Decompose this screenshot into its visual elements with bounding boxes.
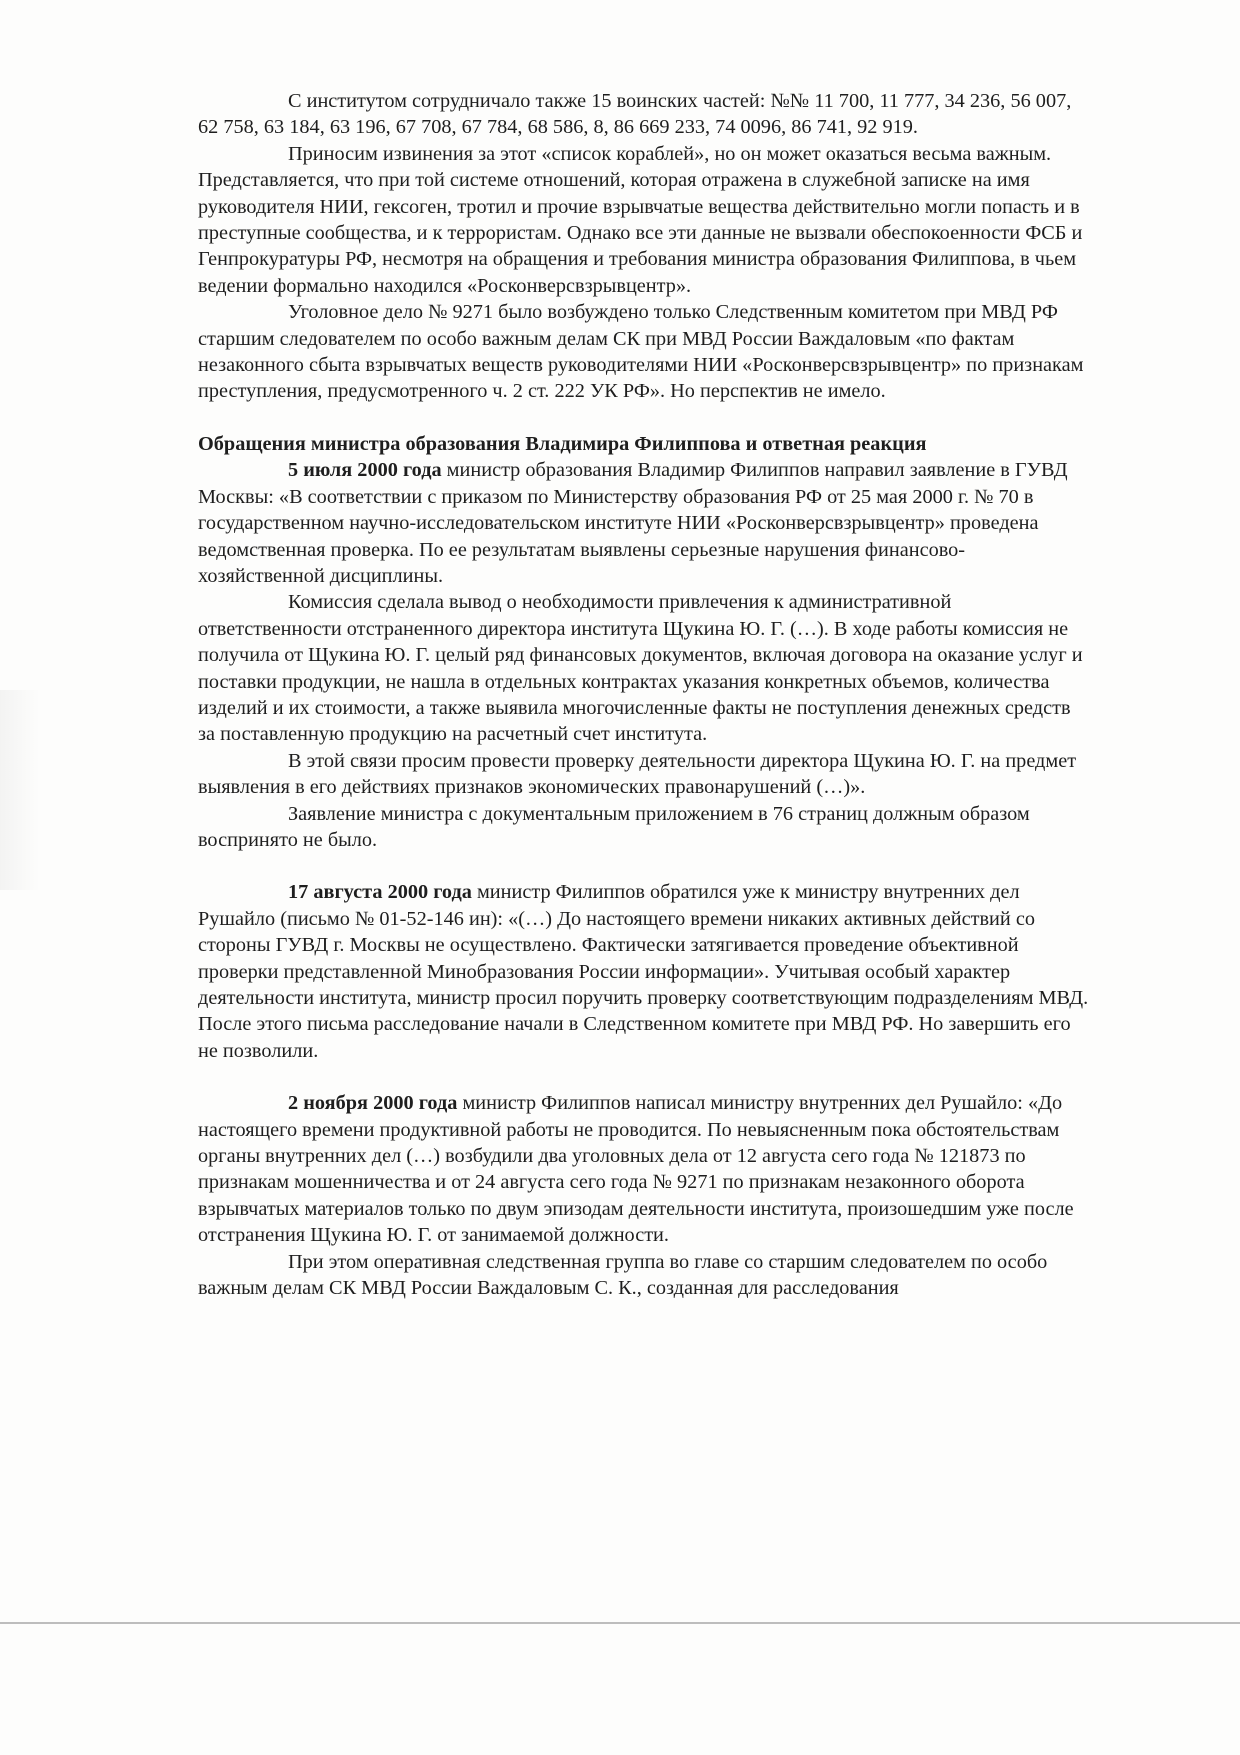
spacer: [198, 1064, 1090, 1090]
document-body: [198, 88, 1090, 1301]
paragraph-july-statement: [198, 457, 1090, 589]
paragraph-investigation-group: При этом оперативная следственная группа во главе со старшим следователем по особо важным делам СК МВД России Важдаловым С. К., созданная для расследования: [198, 1250, 1048, 1300]
scan-shadow: [0, 690, 40, 890]
july-text: министр образования Владимир Филиппов направил заявление в ГУВД Москвы: «В соответствии с приказом по Министерству образования РФ от 25 мая 2000 г. № 70 в государственном научно-исследовательском институте НИИ «Росконверсвзрывцентр» проведена ведомственная проверка. По ее результатам выявлены серьезные нарушения финансово-хозяйственной дисциплины.: [198, 459, 1068, 587]
paragraph-november-letter: [198, 1090, 1090, 1248]
date-november: 2 ноября 2000 года: [288, 1092, 458, 1115]
paragraph-ignored: Заявление министра с документальным приложением в 76 страниц должным образом воспринято не было.: [198, 802, 1030, 851]
paragraph-commission: Комиссия сделала вывод о необходимости привлечения к административной ответственности отстраненного директора института Щукина Ю. Г. (…). В ходе работы комиссия не получила от Щукина Ю. Г. целый ряд финансовых документов, включая договора на оказание услуг и поставки продукции, не нашла в отдельных контрактах указания конкретных объемов, количества изделий и их стоимости, а также выявила многочисленные факты не поступления денежных средств за поставленную продукцию на расчетный счет института.: [198, 591, 1083, 746]
date-august: 17 августа 2000 года: [288, 881, 472, 904]
section-heading: Обращения министра образования Владимира Филиппова и ответная реакция: [198, 432, 927, 455]
paragraph-military-units: С институтом сотрудничало также 15 воинских частей: №№ 11 700, 11 777, 34 236, 56 007, 62 758, 63 184, 63 196, 67 708, 67 784, 68 586, 8, 86 669 233, 74 0096, 86 741, 92 919.: [198, 90, 1072, 139]
spacer: [198, 853, 1090, 879]
paragraph-criminal-case: Уголовное дело № 9271 было возбуждено только Следственным комитетом при МВД РФ старшим следователем по особо важным делам СК при МВД России Важдаловым «по фактам незаконного сбыта взрывчатых веществ руководителями НИИ «Росконверсвзрывцентр» по признакам преступления, предусмотренного ч. 2 ст. 222 УК РФ». Но перспектив не имело.: [198, 301, 1084, 403]
paragraph-august-letter: [198, 879, 1090, 1064]
paragraph-request: В этой связи просим провести проверку деятельности директора Щукина Ю. Г. на предмет выявления в его действиях признаков экономических правонарушений (…)».: [198, 749, 1077, 799]
date-july: 5 июля 2000 года: [288, 459, 442, 482]
spacer: [198, 405, 1090, 431]
november-text: министр Филиппов написал министру внутренних дел Рушайло: «До настоящего времени продуктивной работы не проводится. По невыясненным пока обстоятельствам органы внутренних дел (…) возбудили два уголовных дела от 12 августа сего года № 121873 по признакам мошенничества и от 24 августа сего года № 9271 по признакам незаконного оборота взрывчатых материалов только по двум эпизодам деятельности института, произошедшим уже после отстранения Щукина Ю. Г. от занимаемой должности.: [198, 1092, 1074, 1247]
paragraph-apology: Приносим извинения за этот «список кораблей», но он может оказаться весьма важным. Представляется, что при той системе отношений, которая отражена в служебной записке на имя руководителя НИИ, гексоген, тротил и прочие взрывчатые вещества действительно могли попасть и в преступные сообщества, и к террористам. Однако все эти данные не вызвали обеспокоенности ФСБ и Генпрокуратуры РФ, несмотря на обращения и требования министра образования Филиппова, в чьем ведении формально находился «Росконверсвзрывцентр».: [198, 142, 1083, 297]
august-text: министр Филиппов обратился уже к министру внутренних дел Рушайло (письмо № 01-52-146 ин): «(…) До настоящего времени никаких активных действий со стороны ГУВД г. Москвы не осуществлено. Фактически затягивается проведение объективной проверки представленной Минобразования России информации». Учитывая особый характер деятельности института, министр просил поручить проверку соответствующим подразделениям МВД. После этого письма расследование начали в Следственном комитете при МВД РФ. Но завершить его не позволили.: [198, 881, 1089, 1062]
scan-edge-line: [0, 1622, 1240, 1624]
